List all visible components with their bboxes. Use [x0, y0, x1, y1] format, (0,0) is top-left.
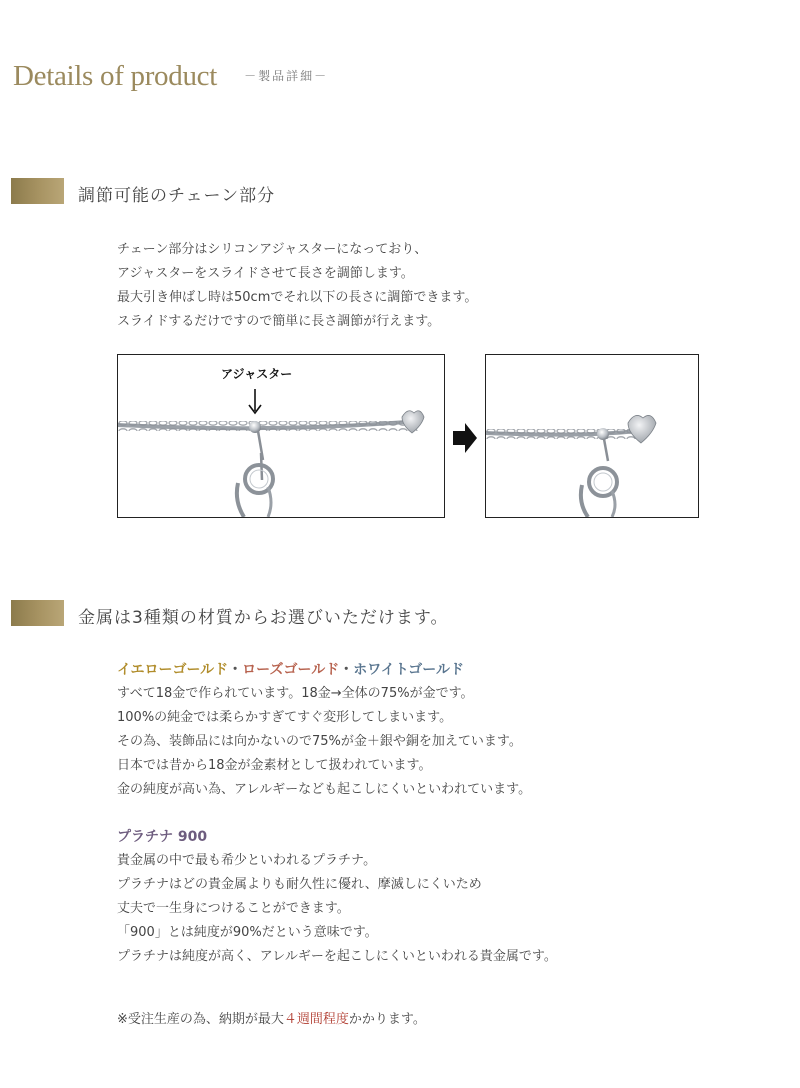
rose-gold-label: ローズゴールド	[242, 662, 340, 678]
chain-photo-before	[117, 354, 445, 518]
white-gold-label: ホワイトゴールド	[353, 662, 464, 678]
yellow-gold-label: イエローゴールド	[117, 662, 229, 678]
separator-dot: ・	[339, 662, 354, 678]
text-line: プラチナはどの貴金属よりも耐久性に優れ、摩滅しにくいため	[117, 877, 482, 892]
section-marker-bar	[11, 178, 64, 204]
text-line: 丈夫で一生身につけることができます。	[117, 901, 350, 916]
platinum-heading: プラチナ 900	[117, 829, 208, 845]
note-suffix: かかります。	[348, 1012, 426, 1027]
page-title-text: Details of product	[13, 60, 217, 92]
text-line: アジャスターをスライドさせて長さを調節します。	[117, 266, 414, 281]
page-title	[13, 60, 328, 93]
text-line: 日本では昔から18金が金素材として扱われています。	[117, 758, 432, 773]
page-subtitle: －製品詳細－	[244, 69, 329, 83]
section-heading-adjustable-chain: 調節可能のチェーン部分	[78, 186, 276, 206]
note-highlight: ４週間程度	[283, 1012, 349, 1027]
section-marker-bar	[11, 600, 64, 626]
platinum-description	[117, 825, 557, 969]
text-line: スライドするだけですので簡単に長さ調節が行えます。	[117, 314, 441, 329]
delivery-note	[117, 1008, 426, 1027]
text-line: チェーン部分はシリコンアジャスターになっており、	[117, 242, 428, 257]
text-line: その為、装飾品には向かないので75%が金＋銀や銅を加えています。	[117, 734, 522, 749]
text-line: 100%の純金では柔らかすぎてすぐ変形してしまいます。	[117, 710, 453, 725]
text-line: プラチナは純度が高く、アレルギーを起こしにくいといわれる貴金属です。	[117, 949, 557, 964]
text-line: すべて18金で作られています。18金→全体の75%が金です。	[117, 686, 474, 701]
chain-photo-after	[485, 354, 699, 518]
adjuster-label: アジャスター	[221, 367, 293, 381]
text-line: 「900」とは純度が90%だという意味です。	[117, 925, 378, 940]
section-heading-metal-choice: 金属は3種類の材質からお選びいただけます。	[78, 608, 449, 628]
chain-description	[117, 238, 477, 334]
arrow-right-icon	[453, 423, 477, 457]
text-line: 最大引き伸ばし時は50cmでそれ以下の長さに調節できます。	[117, 290, 478, 305]
gold-types-heading	[117, 658, 531, 682]
separator-dot: ・	[228, 662, 243, 678]
text-line: 貴金属の中で最も希少といわれるプラチナ。	[117, 853, 377, 868]
note-prefix: ※受注生産の為、納期が最大	[117, 1012, 284, 1027]
text-line: 金の純度が高い為、アレルギーなども起こしにくいといわれています。	[117, 782, 532, 797]
gold-description	[117, 658, 531, 802]
